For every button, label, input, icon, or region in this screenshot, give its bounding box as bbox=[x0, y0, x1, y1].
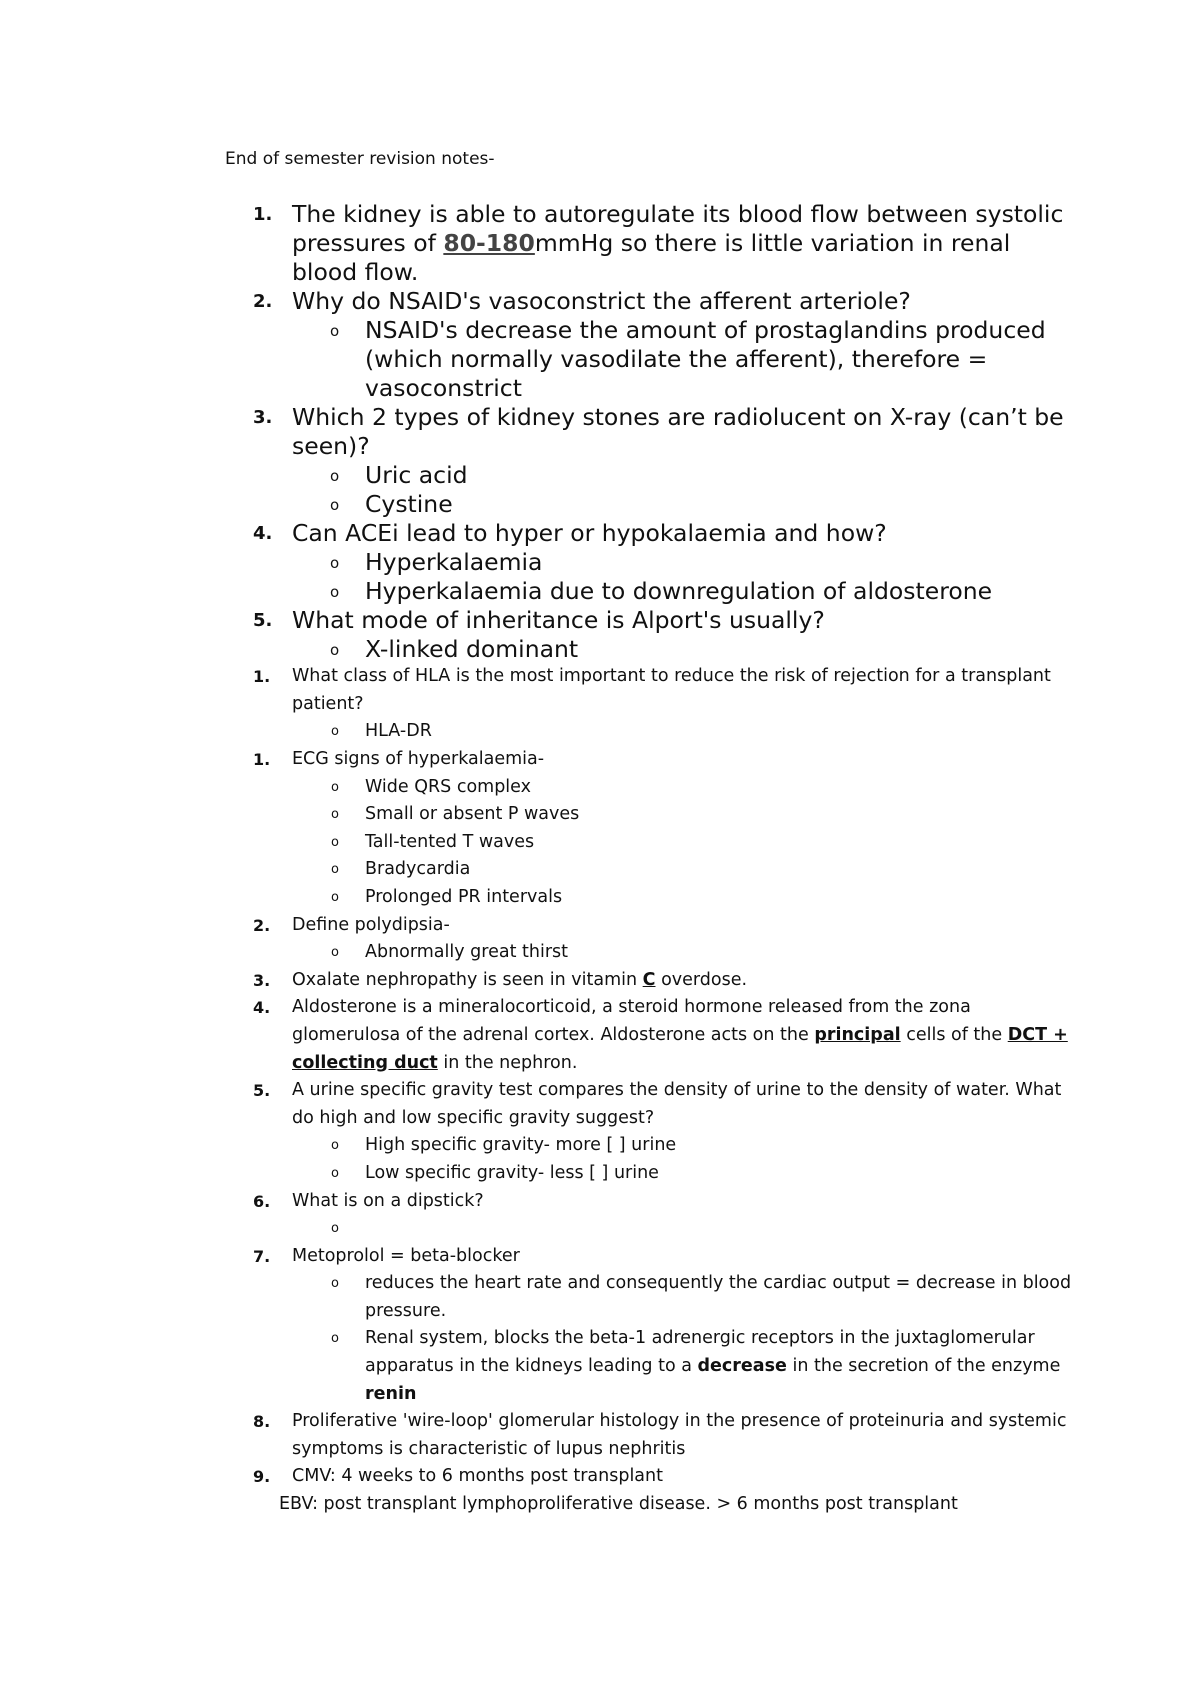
item-number: 1. bbox=[253, 204, 273, 225]
list-item: 4. Aldosterone is a mineralocorticoid, a steroid hormone released from the zona glomerulosa of the adrenal cortex. Aldosterone acts on the principal cells of the DCT + collecting duct in the nephron. bbox=[0, 994, 1072, 1077]
sub-item: o Bradycardia bbox=[0, 856, 1075, 884]
list-large bbox=[0, 200, 1200, 664]
item-number: 3. bbox=[253, 407, 273, 428]
bullet-icon: o bbox=[331, 1221, 339, 1237]
sub-item: o Low specific gravity- less [ ] urine bbox=[0, 1160, 1075, 1188]
list-item: 2. Why do NSAID's vasoconstrict the afferent arteriole? bbox=[253, 287, 911, 315]
ebv-note: EBV: post transplant lymphoproliferative disease. > 6 months post transplant bbox=[279, 1494, 958, 1514]
bullet-icon: o bbox=[330, 583, 340, 601]
sub-item: o HLA-DR bbox=[0, 718, 1075, 746]
list-item: 5. A urine specific gravity test compares the density of urine to the density of water. What do high and low specific gravity suggest? bbox=[0, 1077, 1072, 1132]
bullet-icon: o bbox=[330, 496, 340, 514]
item-number: 8. bbox=[253, 1412, 271, 1432]
sub-item: o NSAID's decrease the amount of prostaglandins produced (which normally vasodilate the afferent), therefore = vasoconstrict bbox=[330, 316, 1046, 402]
list-item: 7. Metoprolol = beta-blocker bbox=[0, 1243, 1072, 1271]
list-main bbox=[0, 746, 1200, 1491]
sub-item: o reduces the heart rate and consequently the cardiac output = decrease in blood pressure. bbox=[0, 1270, 1075, 1325]
sub-item: o High specific gravity- more [ ] urine bbox=[0, 1132, 1075, 1160]
sub-item bbox=[0, 1215, 1075, 1243]
bullet-icon: o bbox=[331, 862, 339, 878]
bullet-icon: o bbox=[331, 724, 339, 740]
item-number: 5. bbox=[253, 1081, 271, 1101]
sub-item: o Uric acid bbox=[330, 461, 468, 489]
item-number: 2. bbox=[253, 291, 273, 312]
sub-item: o Cystine bbox=[330, 490, 453, 518]
sub-item: o Wide QRS complex bbox=[0, 774, 1075, 802]
list-item: 6. What is on a dipstick? bbox=[0, 1188, 1072, 1216]
list-item: 1. ECG signs of hyperkalaemia- bbox=[0, 746, 1072, 774]
sub-item: o Hyperkalaemia due to downregulation of aldosterone bbox=[330, 577, 993, 605]
item-number: 6. bbox=[253, 1191, 271, 1211]
bullet-icon: o bbox=[330, 554, 340, 572]
item-number: 9. bbox=[253, 1467, 271, 1487]
bullet-icon: o bbox=[331, 779, 339, 795]
bullet-icon: o bbox=[331, 945, 339, 961]
bullet-icon: o bbox=[331, 834, 339, 850]
bullet-icon: o bbox=[331, 889, 339, 905]
item-number: 3. bbox=[253, 970, 271, 990]
item-number: 4. bbox=[253, 523, 273, 544]
highlight-range: 80-180 bbox=[443, 229, 535, 257]
list-item: 4. Can ACEi lead to hyper or hypokalaemia and how? bbox=[253, 519, 887, 547]
page-title: End of semester revision notes- bbox=[225, 149, 495, 169]
item-number: 5. bbox=[253, 610, 273, 631]
item-number: 4. bbox=[253, 998, 271, 1018]
sub-item: o Hyperkalaemia bbox=[330, 548, 543, 576]
bullet-icon: o bbox=[331, 807, 339, 823]
list-item: 9. CMV: 4 weeks to 6 months post transplant bbox=[0, 1463, 1072, 1491]
list-item: 8. Proliferative 'wire-loop' glomerular histology in the presence of proteinuria and systemic symptoms is characteristic of lupus nephritis bbox=[0, 1408, 1072, 1463]
bullet-icon: o bbox=[331, 1165, 339, 1181]
list-item: 2. Define polydipsia- bbox=[0, 912, 1072, 940]
list-item: 5. What mode of inheritance is Alport's usually? bbox=[253, 606, 825, 634]
list-item: 1. What class of HLA is the most important to reduce the risk of rejection for a transplant patient? bbox=[0, 663, 1072, 718]
bullet-icon: o bbox=[331, 1138, 339, 1154]
sub-item: o Prolonged PR intervals bbox=[0, 884, 1075, 912]
sub-item: o X-linked dominant bbox=[330, 635, 579, 663]
list-item: 3. Which 2 types of kidney stones are radiolucent on X-ray (can’t be seen)? bbox=[253, 403, 1064, 460]
list-item: 1. The kidney is able to autoregulate its blood flow between systolic pressures of 80-180mmHg so there is little variation in renal blood flow. bbox=[253, 200, 1064, 286]
bullet-icon: o bbox=[331, 1276, 339, 1292]
item-number: 1. bbox=[253, 750, 271, 769]
bullet-icon: o bbox=[330, 467, 340, 485]
bullet-icon: o bbox=[331, 1331, 339, 1347]
list-hla bbox=[0, 663, 1200, 746]
sub-item: o Abnormally great thirst bbox=[0, 939, 1075, 967]
item-number: 7. bbox=[253, 1246, 271, 1266]
item-number: 1. bbox=[253, 667, 271, 686]
bullet-icon: o bbox=[330, 322, 340, 340]
sub-item: o Small or absent P waves bbox=[0, 801, 1075, 829]
sub-item: o Renal system, blocks the beta-1 adrenergic receptors in the juxtaglomerular apparatus in the kidneys leading to a decrease in the secretion of the enzyme renin bbox=[0, 1325, 1075, 1408]
list-item: 3. Oxalate nephropathy is seen in vitamin C overdose. bbox=[0, 967, 1072, 995]
item-number: 2. bbox=[253, 915, 271, 935]
bullet-icon: o bbox=[330, 641, 340, 659]
sub-item: o Tall-tented T waves bbox=[0, 829, 1075, 857]
